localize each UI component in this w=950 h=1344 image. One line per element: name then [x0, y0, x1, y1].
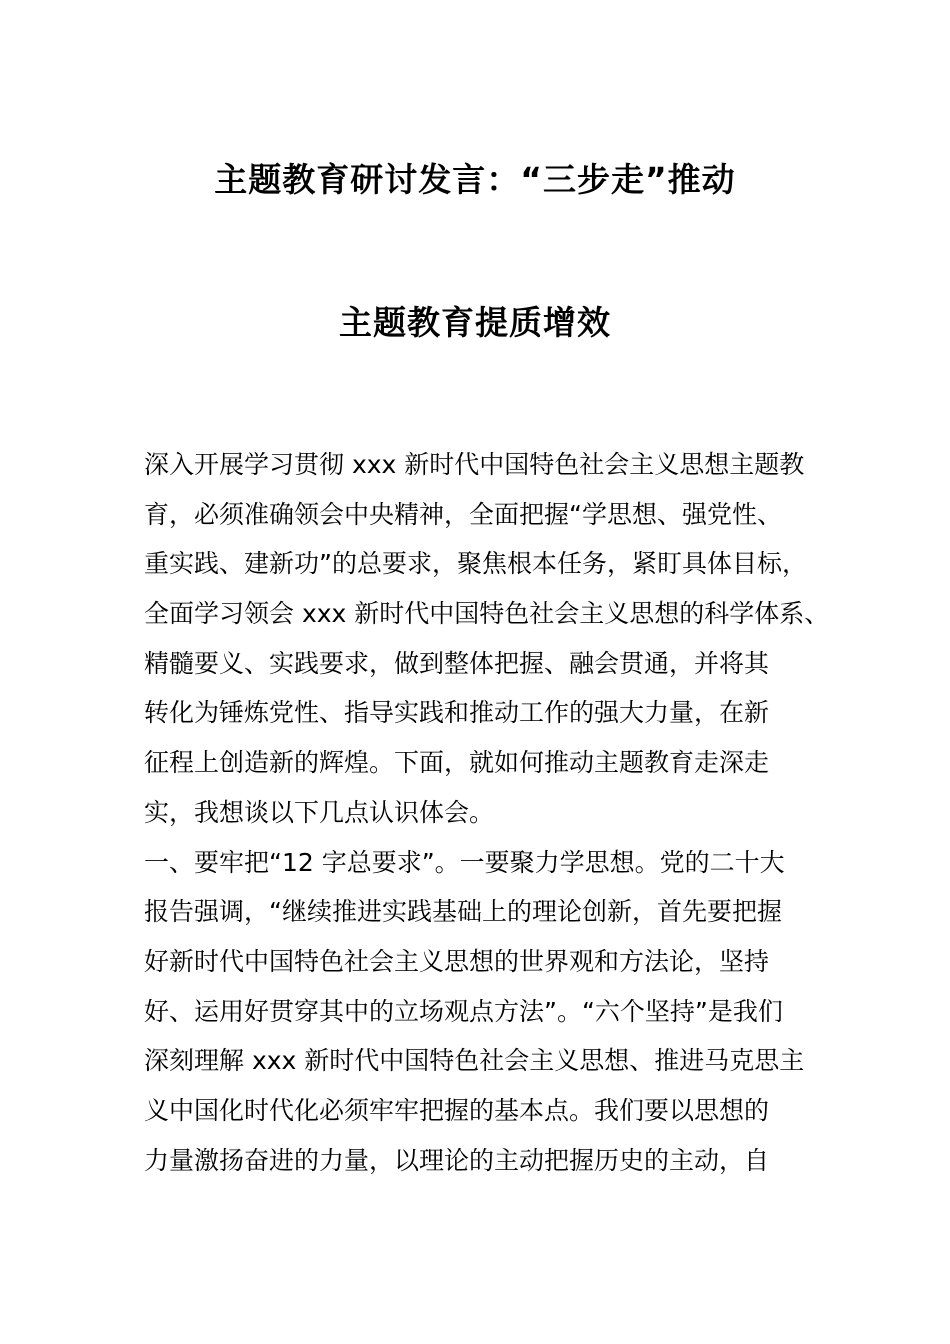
- body-line: 一、要牢把“12 字总要求”。一要聚力学思想。党的二十大: [144, 847, 785, 877]
- body-line: 力量激扬奋进的力量，以理论的主动把握历史的主动，自: [144, 1145, 770, 1175]
- body-line: 重实践、建新功”的总要求，聚焦根本任务，紧盯具体目标，: [144, 549, 807, 579]
- body-line: 深刻理解 xxx 新时代中国特色社会主义思想、推进马克思主: [144, 1046, 805, 1076]
- body-line: 深入开展学习贯彻 xxx 新时代中国特色社会主义思想主题教: [144, 450, 805, 479]
- document-body: [144, 440, 830, 1185]
- body-line: 好、运用好贯穿其中的立场观点方法”。“六个坚持”是我们: [144, 996, 783, 1026]
- body-line: 义中国化时代化必须牢牢把握的基本点。我们要以思想的: [144, 1095, 770, 1125]
- document-title-line-2: 主题教育提质增效: [339, 303, 611, 342]
- body-line: 实，我想谈以下几点认识体会。: [144, 797, 495, 827]
- body-line: 精髓要义、实践要求，做到整体把握、融会贯通，并将其: [144, 648, 770, 678]
- body-line: 好新时代中国特色社会主义思想的世界观和方法论，坚持: [144, 946, 770, 976]
- body-line: 征程上创造新的辉煌。下面，就如何推动主题教育走深走: [144, 748, 770, 778]
- body-line: 全面学习领会 xxx 新时代中国特色社会主义思想的科学体系、: [144, 599, 830, 629]
- body-line: 育，必须准确领会中央精神，全面把握“学思想、强党性、: [144, 499, 782, 529]
- body-line: 转化为锤炼党性、指导实践和推动工作的强大力量，在新: [144, 698, 770, 728]
- document-title-line-1: 主题教育研讨发言：“三步走”推动: [214, 160, 736, 199]
- body-line: 报告强调，“继续推进实践基础上的理论创新，首先要把握: [144, 897, 782, 927]
